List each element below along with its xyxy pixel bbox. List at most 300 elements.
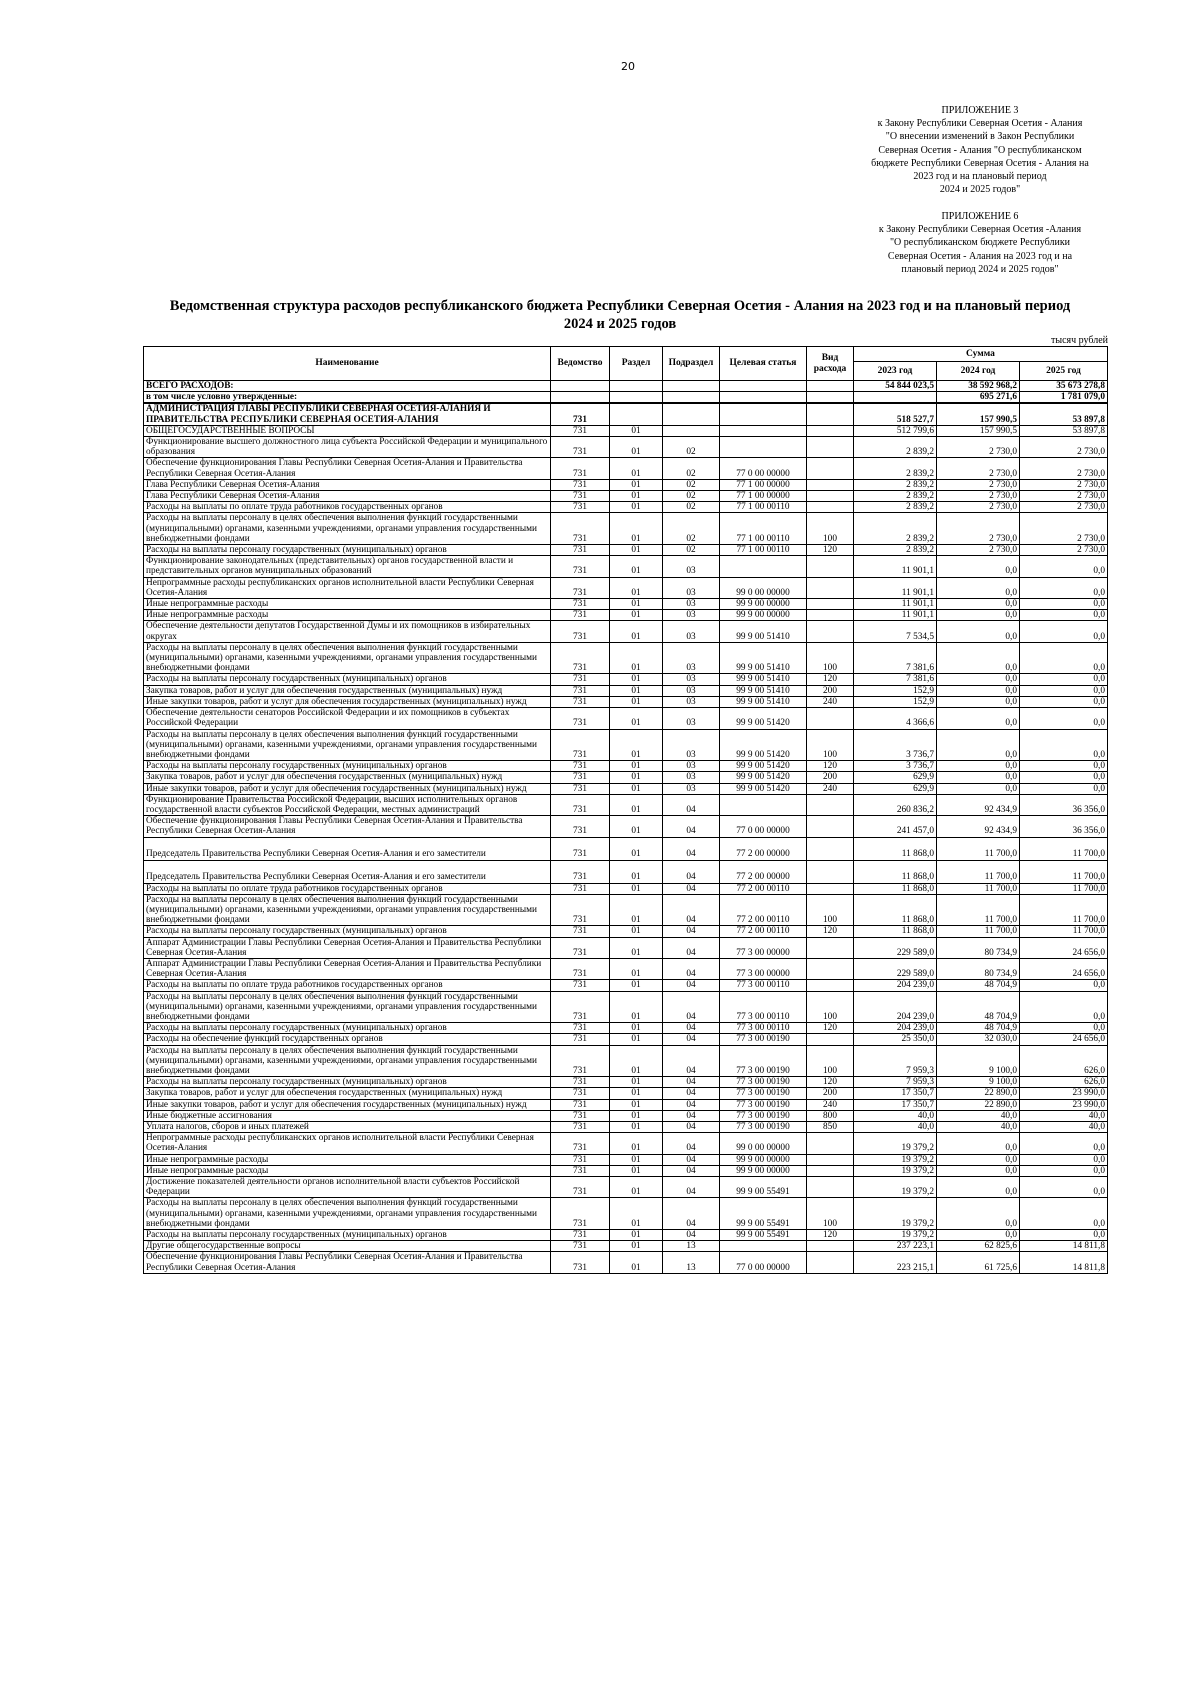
row-razdel: 01 xyxy=(610,1230,663,1241)
row-sum-2024: 0,0 xyxy=(937,556,1020,577)
row-sum-2024: 2 730,0 xyxy=(937,437,1020,458)
table-row xyxy=(144,1088,1108,1099)
row-expense-type xyxy=(807,937,854,958)
units-label: тысяч рублей xyxy=(1050,335,1108,346)
row-razdel: 01 xyxy=(610,1023,663,1034)
row-sum-2023: 152,9 xyxy=(854,696,937,707)
table-row xyxy=(144,458,1108,479)
row-ved: 731 xyxy=(551,1077,610,1088)
row-sum-2025: 2 730,0 xyxy=(1020,437,1108,458)
row-sum-2025: 0,0 xyxy=(1020,708,1108,729)
row-expense-type: 100 xyxy=(807,991,854,1023)
row-sum-2025: 0,0 xyxy=(1020,1177,1108,1198)
row-name: Расходы на выплаты персоналу государственных (муниципальных) органов xyxy=(144,674,551,685)
row-target-article: 99 9 00 55491 xyxy=(720,1198,807,1230)
row-ved: 731 xyxy=(551,708,610,729)
row-razdel: 01 xyxy=(610,437,663,458)
row-sum-2024: 92 434,9 xyxy=(937,816,1020,837)
row-podrazdel: 04 xyxy=(663,1110,720,1121)
row-expense-type: 120 xyxy=(807,1077,854,1088)
row-name: Глава Республики Северная Осетия-Алания xyxy=(144,479,551,490)
row-podrazdel: 13 xyxy=(663,1252,720,1273)
row-podrazdel: 04 xyxy=(663,926,720,937)
row-razdel: 01 xyxy=(610,1252,663,1273)
row-razdel xyxy=(610,392,663,404)
table-row xyxy=(144,980,1108,991)
row-expense-type xyxy=(807,381,854,392)
table-row xyxy=(144,674,1108,685)
row-sum-2025: 0,0 xyxy=(1020,674,1108,685)
row-sum-2025: 14 811,8 xyxy=(1020,1241,1108,1252)
row-expense-type xyxy=(807,1133,854,1154)
table-row xyxy=(144,610,1108,621)
row-sum-2023: 229 589,0 xyxy=(854,937,937,958)
row-razdel xyxy=(610,381,663,392)
row-sum-2025: 0,0 xyxy=(1020,577,1108,598)
row-sum-2024: 11 700,0 xyxy=(937,837,1020,860)
row-razdel: 01 xyxy=(610,761,663,772)
title-line: Ведомственная структура расходов республиканского бюджета Республики Северная Осетия - Алания на 2023 год и на плановый период xyxy=(169,298,1071,314)
row-name: Обеспечение функционирования Главы Республики Северная Осетия-Алания и Правительства Республики Северная Осетия-Алания xyxy=(144,1252,551,1273)
row-name: Расходы на выплаты персоналу государственных (муниципальных) органов xyxy=(144,1023,551,1034)
row-sum-2023: 11 901,1 xyxy=(854,610,937,621)
row-expense-type xyxy=(807,392,854,404)
budget-table xyxy=(143,346,1108,1274)
row-name: Расходы на выплаты персоналу в целях обеспечения выполнения функций государственными (муниципальными) органами, казенными учреждениями, органами управления государственными внебюджетными фондами xyxy=(144,729,551,761)
row-expense-type: 240 xyxy=(807,696,854,707)
table-row xyxy=(144,1252,1108,1273)
table-row xyxy=(144,1110,1108,1121)
row-podrazdel: 03 xyxy=(663,772,720,783)
row-sum-2025: 23 990,0 xyxy=(1020,1099,1108,1110)
row-sum-2025: 24 656,0 xyxy=(1020,937,1108,958)
table-row xyxy=(144,926,1108,937)
table-row xyxy=(144,1230,1108,1241)
row-target-article: 99 9 00 55491 xyxy=(720,1230,807,1241)
row-podrazdel: 03 xyxy=(663,599,720,610)
row-razdel: 01 xyxy=(610,1088,663,1099)
row-expense-type xyxy=(807,980,854,991)
row-target-article: 99 9 00 51410 xyxy=(720,642,807,674)
row-sum-2024: 48 704,9 xyxy=(937,991,1020,1023)
row-razdel: 01 xyxy=(610,816,663,837)
row-expense-type: 120 xyxy=(807,674,854,685)
row-target-article xyxy=(720,794,807,815)
row-expense-type xyxy=(807,437,854,458)
row-expense-type: 100 xyxy=(807,894,854,926)
row-target-article: 77 1 00 00000 xyxy=(720,479,807,490)
row-podrazdel: 04 xyxy=(663,1133,720,1154)
row-podrazdel: 03 xyxy=(663,642,720,674)
row-sum-2025: 1 781 079,0 xyxy=(1020,392,1108,404)
row-target-article: 77 3 00 00110 xyxy=(720,980,807,991)
row-sum-2024: 61 725,6 xyxy=(937,1252,1020,1273)
table-row xyxy=(144,1165,1108,1176)
row-podrazdel: 04 xyxy=(663,1023,720,1034)
row-expense-type: 120 xyxy=(807,926,854,937)
row-podrazdel: 03 xyxy=(663,696,720,707)
row-sum-2023: 204 239,0 xyxy=(854,1023,937,1034)
row-target-article: 77 3 00 00190 xyxy=(720,1045,807,1077)
row-razdel: 01 xyxy=(610,1177,663,1198)
row-razdel: 01 xyxy=(610,479,663,490)
row-sum-2025: 0,0 xyxy=(1020,991,1108,1023)
row-razdel: 01 xyxy=(610,708,663,729)
row-sum-2025: 40,0 xyxy=(1020,1110,1108,1121)
row-razdel: 01 xyxy=(610,556,663,577)
table-row xyxy=(144,577,1108,598)
row-target-article: 77 2 00 00110 xyxy=(720,926,807,937)
row-ved: 731 xyxy=(551,545,610,556)
row-name: Функционирование высшего должностного лица субъекта Российской Федерации и муниципального образования xyxy=(144,437,551,458)
row-sum-2025: 2 730,0 xyxy=(1020,458,1108,479)
row-podrazdel xyxy=(663,392,720,404)
appendix-line: бюджете Республики Северная Осетия - Алания на xyxy=(871,157,1089,169)
row-ved: 731 xyxy=(551,610,610,621)
row-expense-type xyxy=(807,425,854,436)
row-podrazdel: 04 xyxy=(663,883,720,894)
row-name: Закупка товаров, работ и услуг для обеспечения государственных (муниципальных) нужд xyxy=(144,772,551,783)
row-expense-type: 240 xyxy=(807,783,854,794)
table-row xyxy=(144,761,1108,772)
row-name: Расходы на обеспечение функций государственных органов xyxy=(144,1034,551,1045)
row-expense-type xyxy=(807,816,854,837)
title-line: 2024 и 2025 годов xyxy=(563,316,677,332)
row-sum-2023: 204 239,0 xyxy=(854,991,937,1023)
row-ved: 731 xyxy=(551,577,610,598)
row-sum-2024: 0,0 xyxy=(937,685,1020,696)
row-target-article: 77 3 00 00190 xyxy=(720,1099,807,1110)
row-name: Обеспечение деятельности депутатов Государственной Думы и их помощников в избирательных округах xyxy=(144,621,551,642)
row-ved: 731 xyxy=(551,696,610,707)
row-target-article xyxy=(720,425,807,436)
row-target-article: 99 9 00 51420 xyxy=(720,772,807,783)
row-ved: 731 xyxy=(551,926,610,937)
row-podrazdel: 04 xyxy=(663,991,720,1023)
row-sum-2023: 2 839,2 xyxy=(854,458,937,479)
header-name: Наименование xyxy=(144,347,551,381)
row-expense-type xyxy=(807,403,854,425)
row-sum-2025: 0,0 xyxy=(1020,1154,1108,1165)
row-ved: 731 xyxy=(551,772,610,783)
row-podrazdel xyxy=(663,425,720,436)
row-name: Расходы на выплаты по оплате труда работников государственных органов xyxy=(144,883,551,894)
row-target-article: 77 3 00 00190 xyxy=(720,1110,807,1121)
table-row xyxy=(144,403,1108,425)
row-podrazdel: 03 xyxy=(663,556,720,577)
row-sum-2024: 22 890,0 xyxy=(937,1088,1020,1099)
row-target-article: 77 3 00 00190 xyxy=(720,1088,807,1099)
row-razdel: 01 xyxy=(610,1122,663,1133)
row-podrazdel: 03 xyxy=(663,729,720,761)
row-razdel: 01 xyxy=(610,1099,663,1110)
row-target-article: 99 9 00 51410 xyxy=(720,696,807,707)
row-ved: 731 xyxy=(551,894,610,926)
row-name: Функционирование законодательных (представительных) органов государственной власти и представительных органов муниципальных образований xyxy=(144,556,551,577)
row-expense-type xyxy=(807,794,854,815)
row-sum-2025: 11 700,0 xyxy=(1020,837,1108,860)
row-ved: 731 xyxy=(551,1133,610,1154)
row-podrazdel: 03 xyxy=(663,761,720,772)
row-sum-2024: 11 700,0 xyxy=(937,860,1020,883)
row-expense-type xyxy=(807,599,854,610)
row-target-article: 77 1 00 00110 xyxy=(720,545,807,556)
row-razdel: 01 xyxy=(610,794,663,815)
row-podrazdel: 02 xyxy=(663,437,720,458)
row-name: в том числе условно утвержденные: xyxy=(144,392,551,404)
row-sum-2023: 223 215,1 xyxy=(854,1252,937,1273)
table-row xyxy=(144,937,1108,958)
row-name: АДМИНИСТРАЦИЯ ГЛАВЫ РЕСПУБЛИКИ СЕВЕРНАЯ ОСЕТИЯ-АЛАНИЯ И ПРАВИТЕЛЬСТВА РЕСПУБЛИКИ СЕВЕРНАЯ ОСЕТИЯ-АЛАНИЯ xyxy=(144,403,551,425)
row-razdel: 01 xyxy=(610,513,663,545)
row-sum-2024: 92 434,9 xyxy=(937,794,1020,815)
row-podrazdel: 03 xyxy=(663,674,720,685)
row-ved: 731 xyxy=(551,556,610,577)
row-target-article: 77 1 00 00000 xyxy=(720,491,807,502)
row-target-article: 77 0 00 00000 xyxy=(720,816,807,837)
row-target-article: 77 3 00 00110 xyxy=(720,1023,807,1034)
row-target-article: 77 0 00 00000 xyxy=(720,1252,807,1273)
row-sum-2023: 54 844 023,5 xyxy=(854,381,937,392)
row-target-article: 99 9 00 51420 xyxy=(720,761,807,772)
row-sum-2024: 11 700,0 xyxy=(937,894,1020,926)
row-sum-2023: 2 839,2 xyxy=(854,502,937,513)
row-sum-2023: 7 534,5 xyxy=(854,621,937,642)
row-target-article: 77 2 00 00110 xyxy=(720,894,807,926)
row-sum-2025: 2 730,0 xyxy=(1020,491,1108,502)
row-ved: 731 xyxy=(551,783,610,794)
row-sum-2023: 11 901,1 xyxy=(854,556,937,577)
row-sum-2025: 0,0 xyxy=(1020,610,1108,621)
row-razdel: 01 xyxy=(610,783,663,794)
row-name: Расходы на выплаты персоналу в целях обеспечения выполнения функций государственными (муниципальными) органами, казенными учреждениями, органами управления государственными внебюджетными фондами xyxy=(144,1198,551,1230)
row-ved: 731 xyxy=(551,937,610,958)
row-podrazdel: 03 xyxy=(663,708,720,729)
row-target-article: 77 3 00 00000 xyxy=(720,958,807,979)
row-podrazdel: 04 xyxy=(663,980,720,991)
row-name: Расходы на выплаты персоналу в целях обеспечения выполнения функций государственными (муниципальными) органами, казенными учреждениями, органами управления государственными внебюджетными фондами xyxy=(144,991,551,1023)
row-podrazdel: 03 xyxy=(663,621,720,642)
appendix-line: Северная Осетия - Алания "О республиканском xyxy=(878,144,1082,156)
row-razdel: 01 xyxy=(610,1110,663,1121)
row-sum-2025: 0,0 xyxy=(1020,599,1108,610)
row-sum-2024: 0,0 xyxy=(937,674,1020,685)
table-row xyxy=(144,685,1108,696)
table-row xyxy=(144,1198,1108,1230)
row-sum-2025: 0,0 xyxy=(1020,729,1108,761)
row-expense-type: 100 xyxy=(807,642,854,674)
row-expense-type xyxy=(807,610,854,621)
row-podrazdel: 04 xyxy=(663,1165,720,1176)
row-podrazdel: 04 xyxy=(663,1177,720,1198)
row-ved: 731 xyxy=(551,437,610,458)
appendix-line: к Закону Республики Северная Осетия - Алания xyxy=(877,118,1083,130)
row-sum-2025: 14 811,8 xyxy=(1020,1252,1108,1273)
row-sum-2024: 62 825,6 xyxy=(937,1241,1020,1252)
row-sum-2023: 237 223,1 xyxy=(854,1241,937,1252)
row-target-article: 77 3 00 00000 xyxy=(720,937,807,958)
row-expense-type: 120 xyxy=(807,545,854,556)
row-expense-type xyxy=(807,556,854,577)
row-expense-type xyxy=(807,577,854,598)
row-ved: 731 xyxy=(551,1110,610,1121)
row-sum-2025: 2 730,0 xyxy=(1020,502,1108,513)
row-expense-type xyxy=(807,1154,854,1165)
row-expense-type xyxy=(807,1034,854,1045)
row-sum-2023: 17 350,7 xyxy=(854,1088,937,1099)
row-podrazdel: 04 xyxy=(663,937,720,958)
row-ved: 731 xyxy=(551,621,610,642)
row-sum-2023: 3 736,7 xyxy=(854,761,937,772)
row-razdel: 01 xyxy=(610,458,663,479)
row-expense-type xyxy=(807,1241,854,1252)
row-target-article xyxy=(720,392,807,404)
row-expense-type: 120 xyxy=(807,1230,854,1241)
header-target-article: Целевая статья xyxy=(720,347,807,381)
row-expense-type: 100 xyxy=(807,729,854,761)
row-ved: 731 xyxy=(551,794,610,815)
table-row xyxy=(144,1241,1108,1252)
row-razdel: 01 xyxy=(610,1034,663,1045)
row-razdel: 01 xyxy=(610,883,663,894)
row-sum-2025: 35 673 278,8 xyxy=(1020,381,1108,392)
row-sum-2025: 0,0 xyxy=(1020,1133,1108,1154)
row-podrazdel: 02 xyxy=(663,491,720,502)
row-sum-2024: 2 730,0 xyxy=(937,491,1020,502)
row-ved: 731 xyxy=(551,1122,610,1133)
row-expense-type xyxy=(807,1252,854,1273)
row-ved: 731 xyxy=(551,491,610,502)
row-sum-2023: 40,0 xyxy=(854,1110,937,1121)
row-name: Непрограммные расходы республиканских органов исполнительной власти Республики Северная Осетия-Алания xyxy=(144,577,551,598)
row-sum-2023: 11 901,1 xyxy=(854,577,937,598)
row-sum-2023: 629,9 xyxy=(854,772,937,783)
table-row xyxy=(144,1133,1108,1154)
row-sum-2024: 0,0 xyxy=(937,708,1020,729)
row-sum-2024: 157 990,5 xyxy=(937,403,1020,425)
row-sum-2023: 2 839,2 xyxy=(854,545,937,556)
row-razdel: 01 xyxy=(610,958,663,979)
row-target-article: 99 9 00 51420 xyxy=(720,708,807,729)
row-expense-type xyxy=(807,1165,854,1176)
row-target-article: 77 3 00 00190 xyxy=(720,1122,807,1133)
row-ved: 731 xyxy=(551,479,610,490)
row-podrazdel: 04 xyxy=(663,958,720,979)
row-sum-2024: 32 030,0 xyxy=(937,1034,1020,1045)
row-razdel: 01 xyxy=(610,491,663,502)
row-name: ОБЩЕГОСУДАРСТВЕННЫЕ ВОПРОСЫ xyxy=(144,425,551,436)
row-expense-type xyxy=(807,883,854,894)
row-name: Председатель Правительства Республики Северная Осетия-Алания и его заместители xyxy=(144,837,551,860)
table-row xyxy=(144,894,1108,926)
row-sum-2023: 40,0 xyxy=(854,1122,937,1133)
row-ved: 731 xyxy=(551,425,610,436)
row-podrazdel: 04 xyxy=(663,860,720,883)
row-sum-2024: 0,0 xyxy=(937,1165,1020,1176)
row-name: Обеспечение функционирования Главы Республики Северная Осетия-Алания и Правительства Республики Северная Осетия-Алания xyxy=(144,458,551,479)
row-sum-2025: 24 656,0 xyxy=(1020,1034,1108,1045)
row-sum-2025: 0,0 xyxy=(1020,761,1108,772)
row-sum-2024: 48 704,9 xyxy=(937,1023,1020,1034)
row-ved: 731 xyxy=(551,883,610,894)
row-razdel: 01 xyxy=(610,860,663,883)
table-row xyxy=(144,991,1108,1023)
table-row xyxy=(144,794,1108,815)
row-podrazdel: 04 xyxy=(663,1045,720,1077)
row-sum-2023: 19 379,2 xyxy=(854,1230,937,1241)
row-sum-2023: 629,9 xyxy=(854,783,937,794)
row-razdel: 01 xyxy=(610,621,663,642)
row-podrazdel: 13 xyxy=(663,1241,720,1252)
row-podrazdel: 03 xyxy=(663,685,720,696)
row-sum-2024: 0,0 xyxy=(937,1177,1020,1198)
table-row xyxy=(144,621,1108,642)
row-podrazdel xyxy=(663,381,720,392)
row-sum-2025: 36 356,0 xyxy=(1020,816,1108,837)
row-ved: 731 xyxy=(551,1230,610,1241)
appendix-line: 2023 год и на плановый период xyxy=(913,171,1047,183)
appendix-line: Северная Осетия - Алания на 2023 год и на xyxy=(887,250,1073,262)
row-target-article: 77 2 00 00110 xyxy=(720,883,807,894)
row-ved: 731 xyxy=(551,958,610,979)
row-sum-2024: 0,0 xyxy=(937,729,1020,761)
header-2025: 2025 год xyxy=(1020,362,1108,381)
row-sum-2023: 518 527,7 xyxy=(854,403,937,425)
row-target-article: 99 9 00 00000 xyxy=(720,1154,807,1165)
row-name: Иные закупки товаров, работ и услуг для обеспечения государственных (муниципальных) нужд xyxy=(144,783,551,794)
row-sum-2024: 695 271,6 xyxy=(937,392,1020,404)
row-sum-2025: 11 700,0 xyxy=(1020,860,1108,883)
row-sum-2024: 11 700,0 xyxy=(937,883,1020,894)
row-sum-2023: 11 868,0 xyxy=(854,860,937,883)
row-sum-2024: 2 730,0 xyxy=(937,502,1020,513)
table-row xyxy=(144,1177,1108,1198)
row-name: Председатель Правительства Республики Северная Осетия-Алания и его заместители xyxy=(144,860,551,883)
row-sum-2024: 0,0 xyxy=(937,783,1020,794)
table-row xyxy=(144,883,1108,894)
table-row xyxy=(144,1034,1108,1045)
row-razdel: 01 xyxy=(610,599,663,610)
row-name: Расходы на выплаты персоналу в целях обеспечения выполнения функций государственными (муниципальными) органами, казенными учреждениями, органами управления государственными внебюджетными фондами xyxy=(144,513,551,545)
row-podrazdel: 03 xyxy=(663,610,720,621)
row-sum-2023: 7 959,3 xyxy=(854,1077,937,1088)
row-sum-2024: 80 734,9 xyxy=(937,937,1020,958)
document-title xyxy=(140,297,1100,333)
row-razdel: 01 xyxy=(610,937,663,958)
row-expense-type: 100 xyxy=(807,1198,854,1230)
row-razdel: 01 xyxy=(610,1198,663,1230)
row-sum-2025: 53 897,8 xyxy=(1020,425,1108,436)
row-target-article: 99 9 00 51420 xyxy=(720,729,807,761)
row-sum-2024: 0,0 xyxy=(937,610,1020,621)
row-ved: 731 xyxy=(551,980,610,991)
table-row xyxy=(144,708,1108,729)
table-row xyxy=(144,513,1108,545)
row-sum-2024: 48 704,9 xyxy=(937,980,1020,991)
row-name: Уплата налогов, сборов и иных платежей xyxy=(144,1122,551,1133)
row-sum-2025: 0,0 xyxy=(1020,1165,1108,1176)
row-sum-2025: 2 730,0 xyxy=(1020,513,1108,545)
row-sum-2025: 626,0 xyxy=(1020,1077,1108,1088)
row-razdel: 01 xyxy=(610,642,663,674)
row-razdel: 01 xyxy=(610,425,663,436)
row-sum-2023: 152,9 xyxy=(854,685,937,696)
appendix-3-header xyxy=(850,104,1110,196)
row-podrazdel: 04 xyxy=(663,1230,720,1241)
row-name: Закупка товаров, работ и услуг для обеспечения государственных (муниципальных) нужд xyxy=(144,1088,551,1099)
row-sum-2023: 19 379,2 xyxy=(854,1154,937,1165)
row-name: Расходы на выплаты по оплате труда работников государственных органов xyxy=(144,980,551,991)
